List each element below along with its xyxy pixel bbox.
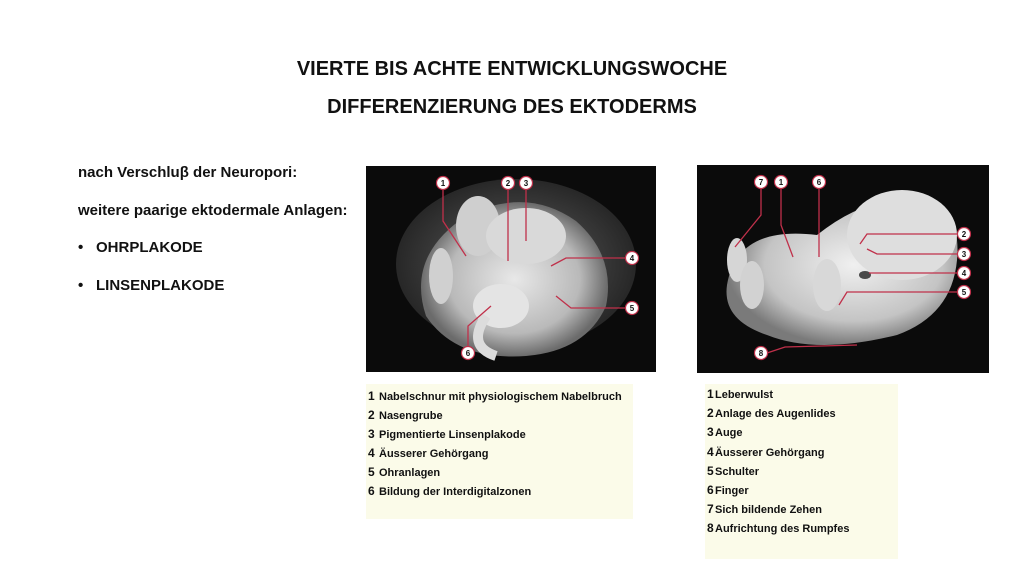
legend-number: 8 [707,521,714,536]
legend-text: Schulter [715,465,760,478]
marker-label: 6 [816,178,822,188]
marker-label: 6 [465,349,471,359]
legend-text: Leberwulst [715,389,774,401]
slide-subtitle: DIFFERENZIERUNG DES EKTODERMS [327,96,697,118]
legend-item [707,502,822,516]
slide-title: VIERTE BIS ACHTE ENTWICKLUNGSWOCHE [296,58,728,80]
embryo-illustration-2 [697,165,989,373]
marker-leader-line [767,345,857,353]
legend-item [707,387,773,401]
legend-number: 4 [707,444,714,459]
legend-panel-1 [366,384,633,519]
legend-text: Bildung der Interdigitalzonen [379,486,532,498]
legend-item [707,521,849,535]
legend-text: Äusserer Gehörgang [379,448,489,460]
legend-number: 2 [707,406,714,421]
marker-label: 1 [440,179,446,189]
legend-number: 3 [368,427,375,441]
legend-number: 1 [707,387,714,401]
legend-number: 5 [707,463,714,478]
legend-item [707,483,749,497]
legend-item [368,484,531,498]
legend-number: 3 [707,425,714,440]
bullet-label: OHRPLAKODE [96,239,203,256]
legend-panel-2 [705,384,898,559]
legend-text: Äusserer Gehörgang [715,446,825,459]
embryo-photo-1 [366,166,656,372]
legend-text: Finger [715,485,749,497]
marker-label: 1 [778,178,784,188]
marker-label: 2 [505,179,511,189]
marker-label: 5 [961,288,967,298]
legend-item [707,445,824,459]
bullet-label: LINSENPLAKODE [96,277,225,294]
marker-label: 3 [961,250,967,260]
legend-text: Auge [715,427,743,440]
embryo-photo-2 [697,165,989,373]
legend-number: 5 [368,465,375,479]
legend-text: Sich bildende Zehen [715,504,822,517]
legend-item [368,408,443,422]
legend-item [707,464,759,478]
bullet-item [78,277,224,294]
legend-text: Nasengrube [379,410,443,422]
marker-leader-line [735,182,761,247]
legend-item [368,446,488,460]
bullet-dot: • [78,239,84,256]
bullet-item [78,239,203,256]
marker-label: 5 [629,304,635,314]
legend-number: 7 [707,502,714,517]
legend-number: 4 [368,446,375,460]
marker-label: 7 [758,178,764,188]
bullet-dot: • [78,277,84,294]
legend-text: Ohranlagen [379,467,441,479]
embryo-illustration-1 [366,166,656,372]
marker-label: 4 [629,254,635,264]
legend-text: Aufrichtung des Rumpfes [715,523,850,536]
legend-item [368,389,622,403]
legend-text: Nabelschnur mit physiologischem Nabelbruch [379,391,622,403]
legend-text: Pigmentierte Linsenplakode [379,429,526,441]
intro-text-2: weitere paarige ektodermale Anlagen: [78,202,348,219]
marker-label: 8 [758,349,764,359]
legend-item [368,465,440,479]
legend-item [368,427,526,441]
intro-text: nach Verschluβ der Neuropori: [78,164,298,181]
legend-number: 1 [368,389,375,403]
legend-item [707,425,743,439]
legend-text: Anlage des Augenlides [715,408,836,421]
marker-label: 4 [961,269,967,279]
legend-number: 6 [707,483,714,497]
marker-label: 2 [961,230,967,240]
legend-item [707,406,836,420]
marker-label: 3 [523,179,529,189]
legend-number: 2 [368,408,375,422]
legend-number: 6 [368,484,375,498]
